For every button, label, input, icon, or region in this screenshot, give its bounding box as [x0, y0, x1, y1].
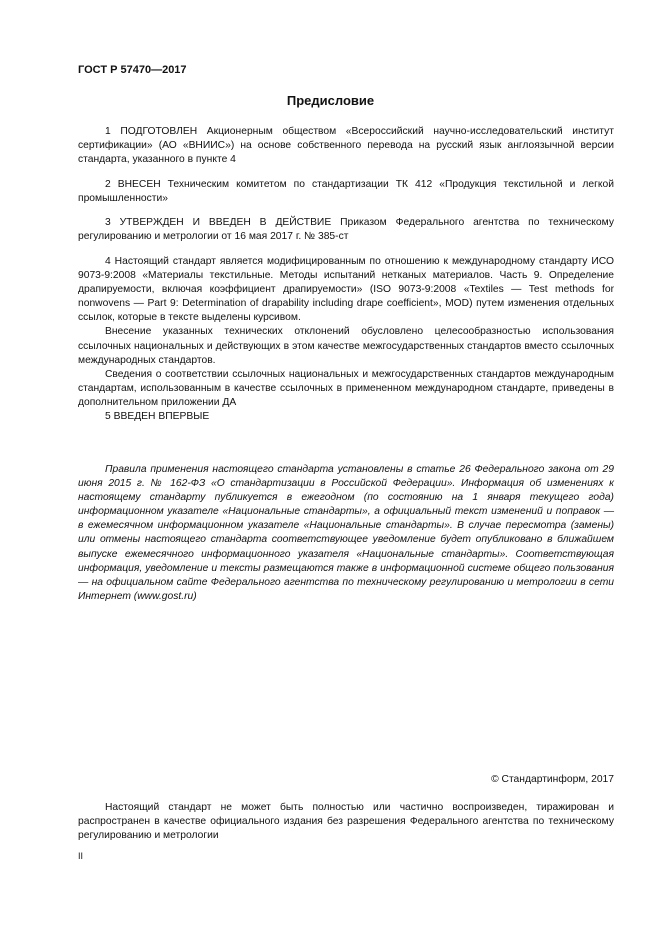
- foreword-item-4: [78, 255, 614, 410]
- foreword-item-2: [78, 178, 614, 206]
- item-4-paragraph-2: Внесение указанных технических отклонений обусловлено целесообразностью использования ссылочных национальных и действующих в этом качестве межгосударственных стандартов вместо ссылочных международных стандартов.: [78, 326, 614, 366]
- foreword-item-1: [78, 125, 614, 167]
- page-number: II: [78, 851, 84, 861]
- reproduction-notice: [78, 801, 614, 843]
- document-id-header: ГОСТ Р 57470—2017: [78, 64, 187, 76]
- rules-notice-text: Правила применения настоящего стандарта установлены в статье 26 Федерального закона от 29 июня 2015 г. № 162-ФЗ «О стандартизации в Российской Федерации». Информация об изменениях к настоящему стандарту публикуется в ежегодном (по состоянию на 1 января текущего года) информационном указателе «Национальные стандарты», а официальный текст изменений и поправок — в ежемесячном информационном указателе «Национальные стандарты». В случае пересмотра (замены) или отмены настоящего стандарта соответствующее уведомление будет опубликовано в ближайшем выпуске ежемесячного информационного указателя «Национальные стандарты». Соответствующая информация, уведомление и тексты размещаются также в информационной системе общего пользования — на официальном сайте Федерального агентства по техническому регулированию и метрологии в сети Интернет (www.gost.ru): [78, 464, 614, 602]
- item-4-paragraph-3: Сведения о соответствии ссылочных национальных и межгосударственных стандартов международным стандартам, использованным в качестве ссылочных в примененном международном стандарте, приведены в дополнительном приложении ДА: [78, 368, 614, 408]
- item-3-text: 3 УТВЕРЖДЕН И ВВЕДЕН В ДЕЙСТВИЕ Приказом Федерального агентства по техническому регулированию и метрологии от 16 мая 2017 г. № 385-ст: [78, 217, 614, 243]
- item-5-text: 5 ВВЕДЕН ВПЕРВЫЕ: [105, 411, 210, 422]
- foreword-item-3: [78, 216, 614, 244]
- page-title: Предисловие: [286, 93, 375, 108]
- item-2-text: 2 ВНЕСЕН Техническим комитетом по стандартизации ТК 412 «Продукция текстильной и легкой промышленности»: [78, 179, 614, 205]
- item-1-text: 1 ПОДГОТОВЛЕН Акционерным обществом «Всероссийский научно-исследовательский институт сертификации» (АО «ВНИИС») на основе собственного перевода на русский язык англоязычной версии стандарта, указанного в пункте 4: [78, 126, 614, 166]
- item-4-text: 4 Настоящий стандарт является модифицированным по отношению к международному стандарту ИСО 9073-9:2008 «Материалы текстильные. Методы испытаний нетканых материалов. Часть 9. Определение драпируемости, включая коэффициент драпируемости» (ISO 9073-9:2008 «Textiles — Test methods for nonwovens — Part 9: Determination of drapability including drape coefficient», MOD) путем изменения отдельных ссылок, которые в тексте выделены курсивом.: [78, 256, 614, 324]
- reproduction-notice-text: Настоящий стандарт не может быть полностью или частично воспроизведен, тиражирован и распространен в качестве официального издания без разрешения Федерального агентства по техническому регулированию и метрологии: [78, 802, 614, 842]
- rules-notice: [78, 463, 614, 604]
- copyright-line: © Стандартинформ, 2017: [491, 774, 614, 785]
- foreword-item-5: [78, 410, 614, 424]
